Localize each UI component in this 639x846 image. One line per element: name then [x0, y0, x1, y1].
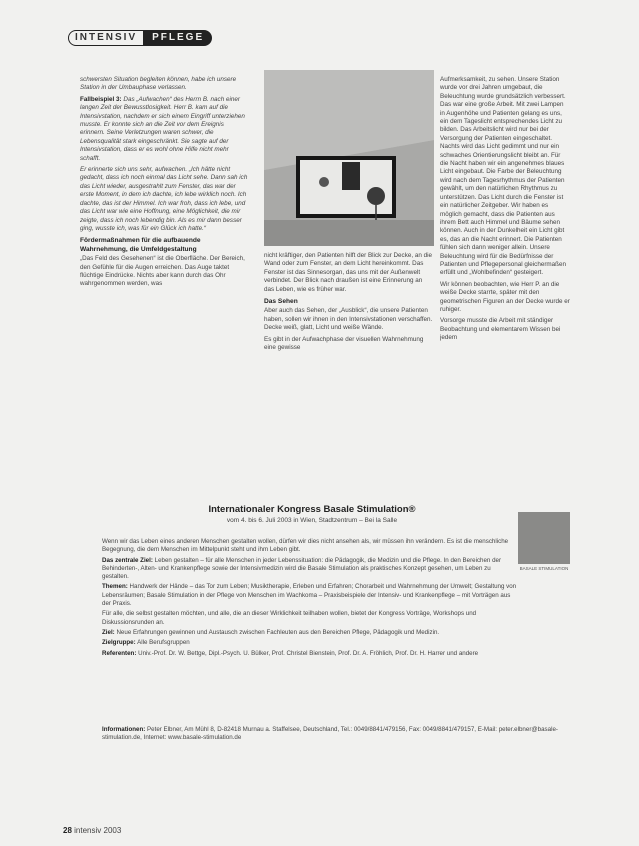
aim-label: Ziel: [102, 628, 115, 636]
section-banner [68, 30, 212, 46]
col1-paragraph-3: Er erinnerte sich uns sehr, aufwachen. „Ich hätte nicht gedacht, dass ich noch einmal das Licht sehe. Dann sah ich das Licht wieder, ausgestrahlt zum Fenster, das war der erste Moment, in dem ich dachte, ich lebe wirklich noch. Ich dachte, das ist der Himmel. Ich war froh, dass ich lebe, und das Licht war wie eine Hoffnung, eine Möglichkeit, die mir zeigte, dass ich noch lebendig bin. Als es mir dann besser ging, wusste ich, was für ein Glück ich hatte.“ [80, 166, 248, 232]
case-3-label: Fallbeispiel 3: [80, 95, 122, 103]
article-column-1 [80, 76, 250, 486]
audience-text: Alle Berufsgruppen [137, 639, 190, 647]
journal-name: intensiv 2003 [74, 826, 122, 835]
article-photo [264, 70, 434, 246]
congress-invitation: Für alle, die selbst gestalten möchten, und alle, die an dieser Wirklichkeit teilhaben wollen, bietet der Kongress Vorträge, Workshops und Diskussionsrunden an. [102, 610, 477, 626]
col2-paragraph-1: nicht kräftiger, den Patienten hilft der Blick zur Decke, an die Wand oder zum Fenster, an dem Licht hereinkommt. Das Fenster ist das Sinnesorgan, das uns mit der Außenwelt verbindet. Der Blick nach draußen ist eine Erinnerung an das Leben, wie es früher war. [264, 252, 433, 293]
page-number: 28 [63, 826, 72, 835]
col1-heading: Fördermaßnahmen für die aufbauende Wahrnehmung, die Umfeldgestaltung [80, 237, 201, 253]
banner-pflege: PFLEGE [144, 30, 212, 46]
banner-intensiv: INTENSIV [68, 30, 144, 46]
congress-logo [518, 512, 570, 564]
congress-themes [102, 583, 518, 608]
congress-title: Internationaler Kongress Basale Stimulation® [208, 504, 416, 515]
congress-speakers [102, 650, 518, 658]
congress-aim [102, 629, 518, 637]
audience-label: Zielgruppe: [102, 639, 136, 647]
col1-paragraph-4: „Das Feld des Gesehenen“ ist die Oberfläche. Der Bereich, den Gefühle für die Augen erreichen. Das Auge taktet flüchtige Eindrücke. Nichts aber kann durch das Ohr wahrgenommen werden, was [80, 255, 245, 288]
col2-paragraph-3: Es gibt in der Aufwachphase der visuellen Wahrnehmung eine gewisse [264, 335, 424, 352]
col3-paragraph-2: Wir können beobachten, wie Herr P. an die weiße Decke starrte, später mit den geometrischen Figuren an der Decke wurde er ruhiger. [440, 280, 570, 313]
col2-heading: Das Sehen [264, 298, 298, 306]
goal-label: Das zentrale Ziel: [102, 556, 153, 564]
aim-text: Neue Erfahrungen gewinnen und Austausch zwischen Fachleuten aus den Bereichen Pflege, Pädagogik und Medizin. [116, 628, 440, 636]
page-footer [63, 826, 121, 835]
contact-label: Informationen: [102, 726, 146, 733]
speakers-text: Univ.-Prof. Dr. W. Bettge, Dipl.-Psych. U. Bülker, Prof. Christel Bienstein, Prof. Dr. A. Fröhlich, Prof. Dr. H. Harrer und andere [138, 649, 479, 657]
speakers-label: Referenten: [102, 649, 137, 657]
congress-body [102, 538, 518, 660]
congress-intro: Wenn wir das Leben eines anderen Menschen gestalten wollen, dürfen wir dies nicht ansehen als, wir müssen ihn verändern. Es ist die menschliche Begegnung, die dem Menschen im Mittelpunkt steht und ihm Leben gibt. [102, 538, 509, 554]
case-3-text: Das „Aufwachen“ des Herrn B. nach einer langen Zeit der Bewusstlosigkeit. Herr B. kam auf die Intensivstation, nachdem er sich einem Eingriff unterziehen musste. Er konnte sich an die Zeit vor dem Ereignis erinnern. Seine Verletzungen waren schwer, die Lebensqualität stark eingeschränkt. Sie sagte auf der Intensivstation, dass er es wohl ohne Hilfe nicht mehr schafft. [80, 95, 245, 162]
congress-subtitle: vom 4. bis 6. Juli 2003 in Wien, Stadtzentrum – Bei la Salle [226, 517, 398, 524]
col1-paragraph-1: schwersten Situation begleiten können, habe ich unsere Station in der Umbauphase verlassen. [80, 76, 237, 92]
congress-audience [102, 639, 518, 647]
goal-text: Leben gestalten – für alle Menschen in jeder Lebenssituation: die Pädagogik, die Medizin und die Pflege. In den Bereichen der Behinderten-, Alten- und Krankenpflege sowie der Intensivmedizin wird die Basale Stimulation als praktisches Konzept gesehen, um Leben zu gestalten. [102, 556, 502, 581]
congress-logo-label: BASALE STIMULATION [519, 566, 569, 571]
congress-contact [102, 726, 562, 743]
col1-paragraph-2 [80, 96, 250, 163]
contact-text: Peter Elbner, Am Mühl 8, D-82418 Murnau a. Staffelsee, Deutschland, Tel.: 0049/8841/479156, Fax: 0049/8841/479157, E-Mail: peter.elbner@basale-stimulation.de, Internet: www.basale-stimulation.de [102, 726, 558, 742]
col3-paragraph-3: Vorsorge musste die Arbeit mit ständiger Beobachtung und elementarem Wissen bei jedem [440, 317, 561, 342]
themes-text: Handwerk der Hände – das Tor zum Leben; Musiktherapie, Erleben und Erfahren; Chorarbeit und Wahrnehmung der Umwelt; Gestaltung von Lebensräumen; Basale Stimulation in der Pflege von Menschen im Wachkoma – Praxisbeispiele der Intensiv- und Krankenpflege – mit Vorträgen aus der Praxis. [102, 583, 517, 608]
congress-goal [102, 557, 518, 582]
article-column-2 [264, 252, 434, 486]
col2-paragraph-2: Aber auch das Sehen, der „Ausblick“, die unsere Patienten haben, sollen wir ihnen in den Intensivstationen verschaffen. Decke weiß, glatt, Licht und weiße Wände. [264, 307, 433, 332]
article-column-3 [440, 76, 570, 486]
congress-notice [62, 494, 574, 776]
col3-paragraph-1: Aufmerksamkeit, zu sehen. Unsere Station wurde vor drei Jahren umgebaut, die Beleuchtung wurde grundsätzlich verbessert. Das war eine große Arbeit. Mit zwei Lampen in Augenhöhe und Patienten gelang es uns, ein dem Tageslicht entsprechendes Licht zu bilden. Das Arbeitslicht wird nur bei der Versorgung der Patienten eingeschaltet. Nachts wird das Licht gedimmt und nur ein schwaches Orientierungslicht bleibt an. Für die Nacht haben wir ein angenehmes blaues Licht eingebaut. Die Farbe der Beleuchtung wird nach dem Tagesrhythmus der Patienten gewählt, um den natürlichen Rhythmus zu unterstützen. Das Licht durch die Fenster ist ein natürlicher Zeitgeber. Wir haben es möglich gemacht, dass die Patienten aus ihrem Bett auch Himmel und Bäume sehen können. Auch in der Dunkelheit ein Licht gibt es, das an die Nacht erinnert. Die Patienten fühlen sich dann weniger allein. Unsere Beleuchtung wird für die Bedürfnisse der Patienten und Pflegepersonal gleichermaßen erfüllt und „Wohlbefinden“ gesteigert. [440, 76, 567, 277]
themes-label: Themen: [102, 583, 128, 591]
photo-ceiling-lamp [264, 70, 434, 246]
